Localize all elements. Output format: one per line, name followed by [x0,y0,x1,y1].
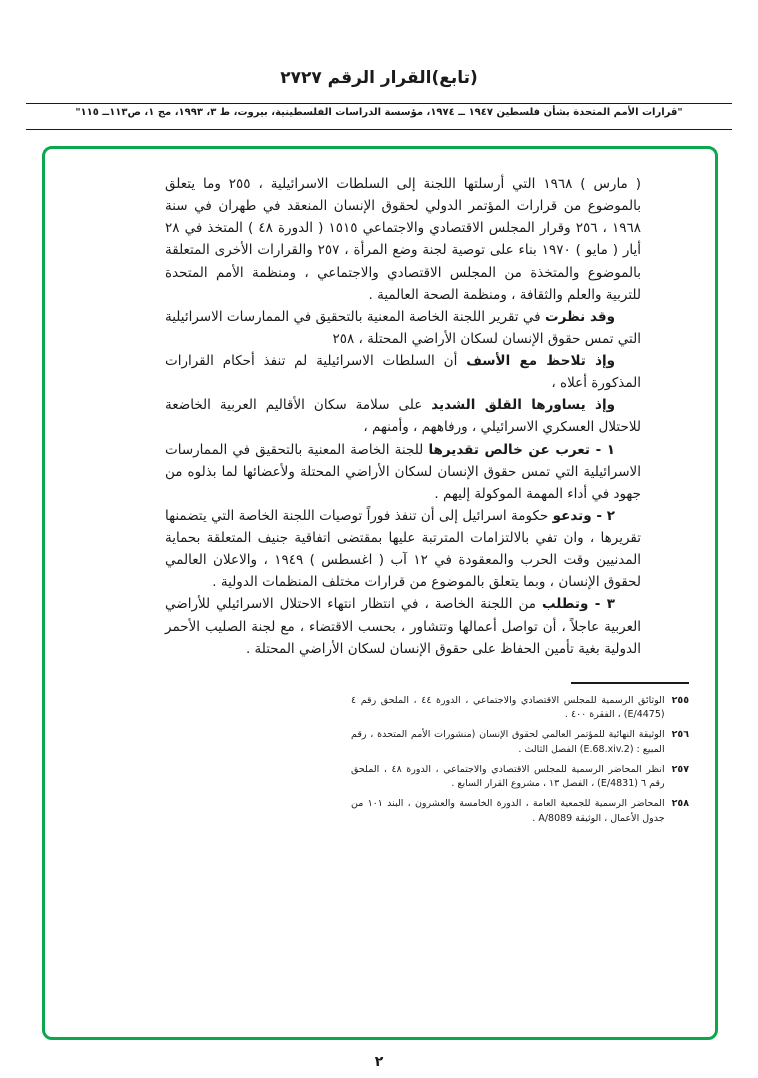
paragraph-text: أن السلطات الاسرائيلية لم تنفذ أحكام القرارات المذكورة أعلاه ، [165,353,641,392]
paragraph-lead: وإذ يساورها القلق الشديد [431,397,615,414]
paragraph-lead: ٢ - وتدعو [552,507,615,524]
paragraph [165,306,641,350]
footnote [351,797,689,826]
paragraph-text: في تقرير اللجنة الخاصة المعنية بالتحقيق في الممارسات الاسرائيلية التي تمس حقوق الإنسان لسكان الأراضي المحتلة ، ٢٥٨ [165,308,641,347]
paragraph-lead: وقد نظرت [545,308,616,325]
paragraph-lead: وإذ تلاحظ مع الأسف [466,353,616,369]
body-text [165,173,641,660]
paragraph-text: للجنة الخاصة المعنية بالتحقيق في الممارسات الاسرائيلية التي تمس حقوق الإنسان لسكان الأراضي المحتلة ولأعضائها لما بذلوه من جهود في أداء المهمة الموكولة إليهم . [165,441,641,502]
paragraph [165,173,641,306]
content-frame [42,146,718,1040]
footnote-text: الوثائق الرسمية للمجلس الاقتصادي والاجتماعي ، الدورة ٤٤ ، الملحق رقم ٤ (E/4475) ، الفقرة ٤٠٠ . [351,694,665,721]
page-title: (تابع)القرار الرقم ٢٧٢٧ [280,68,478,88]
footnote-text: المحاضر الرسمية للجمعية العامة ، الدورة الخامسة والعشرون ، البند ١٠١ من جدول الأعمال ، الوثيقة A/8089 . [351,798,665,824]
source-line: "قرارات الأمم المتحدة بشأن فلسطين ١٩٤٧ ــ ١٩٧٤، مؤسسة الدراسات الفلسطينية، بيروت، ط ٣، ١٩٩٣، مج ١، ص١١٣ــ ١١٥" [75,107,683,118]
paragraph-lead: ٣ - وتطلب [541,596,615,613]
footnote [351,763,689,792]
paragraph [165,394,641,438]
footnote-number: ٢٥٧ [671,763,689,775]
footnote-number: ٢٥٨ [671,798,689,810]
paragraph [165,350,641,394]
footnote-number: ٢٥٥ [671,694,689,706]
paragraph-lead: ١ - تعرب عن خالص تقديرها [428,441,615,458]
paragraph-text: على سلامة سكان الأقاليم العربية الخاضعة للاحتلال العسكري الاسرائيلي ، ورفاههم ، وأمنهم ، [165,397,641,436]
footnote-separator [571,682,689,684]
page-number: ٢ [374,1054,384,1070]
paragraph [165,505,641,594]
footnotes [351,682,689,827]
paragraph-text: ( مارس ) ١٩٦٨ التي أرسلتها اللجنة إلى السلطات الاسرائيلية ، ٢٥٥ وما يتعلق بالموضوع من قرارات المؤتمر الدولي لحقوق الإنسان المنعقد في طهران في سنة ١٩٦٨ ، ٢٥٦ وقرار المجلس الاقتصادي والاجتماعي ١٥١٥ ( الدورة ٤٨ ) المتخذ في ٢٨ أيار ( مايو ) ١٩٧٠ بناء على توصية لجنة وضع المرأة ، ٢٥٧ والقرارات الأخرى المتعلقة بالموضوع والمتخذة من المجلس الاقتصادي والاجتماعي ، ومنظمة الأمم المتحدة للتربية والعلم والثقافة ، ومنظمة الصحة العالمية . [165,176,641,303]
paragraph-text: من اللجنة الخاصة ، في انتظار انتهاء الاحتلال الاسرائيلي للأراضي العربية عاجلاً ، أن تواصل أعمالها وتتشاور ، بحسب الاقتضاء ، مع لجنة الصليب الأحمر الدولية بغية تأمين الحفاظ على حقوق الإنسان لسكان الأراضي المحتلة . [165,596,641,657]
header-divider-top [26,103,732,104]
footnote [351,694,689,723]
footnote-text: الوثيقة النهائية للمؤتمر العالمي لحقوق الإنسان (منشورات الأمم المتحدة ، رقم المبيع : (E.68.xiv.2) الفصل الثالث . [351,729,665,755]
paragraph-text: حكومة اسرائيل إلى أن تنفذ فوراً توصيات اللجنة الخاصة التي يتضمنها تقريرها ، وان تفي بالالتزامات المترتبة عليها بمقتضى اتفاقية جنيف المتعلقة بحماية المدنيين وقت الحرب والمعقودة في ١٢ آب ( اغسطس ) ١٩٤٩ ، والاعلان العالمي لحقوق الإنسان ، وبما يتعلق بالموضوع من قرارات مختلف المنظمات الدولية . [165,507,642,591]
footnote-number: ٢٥٦ [671,729,689,741]
paragraph [165,439,641,505]
paragraph [165,593,641,659]
footnote-text: انظر المحاضر الرسمية للمجلس الاقتصادي والاجتماعي ، الدورة ٤٨ ، الملحق رقم ٦ (E/4831) ، الفصل ١٣ ، مشروع القرار السابع . [351,763,665,790]
header-divider-bottom [26,129,732,130]
footnote [351,728,689,757]
